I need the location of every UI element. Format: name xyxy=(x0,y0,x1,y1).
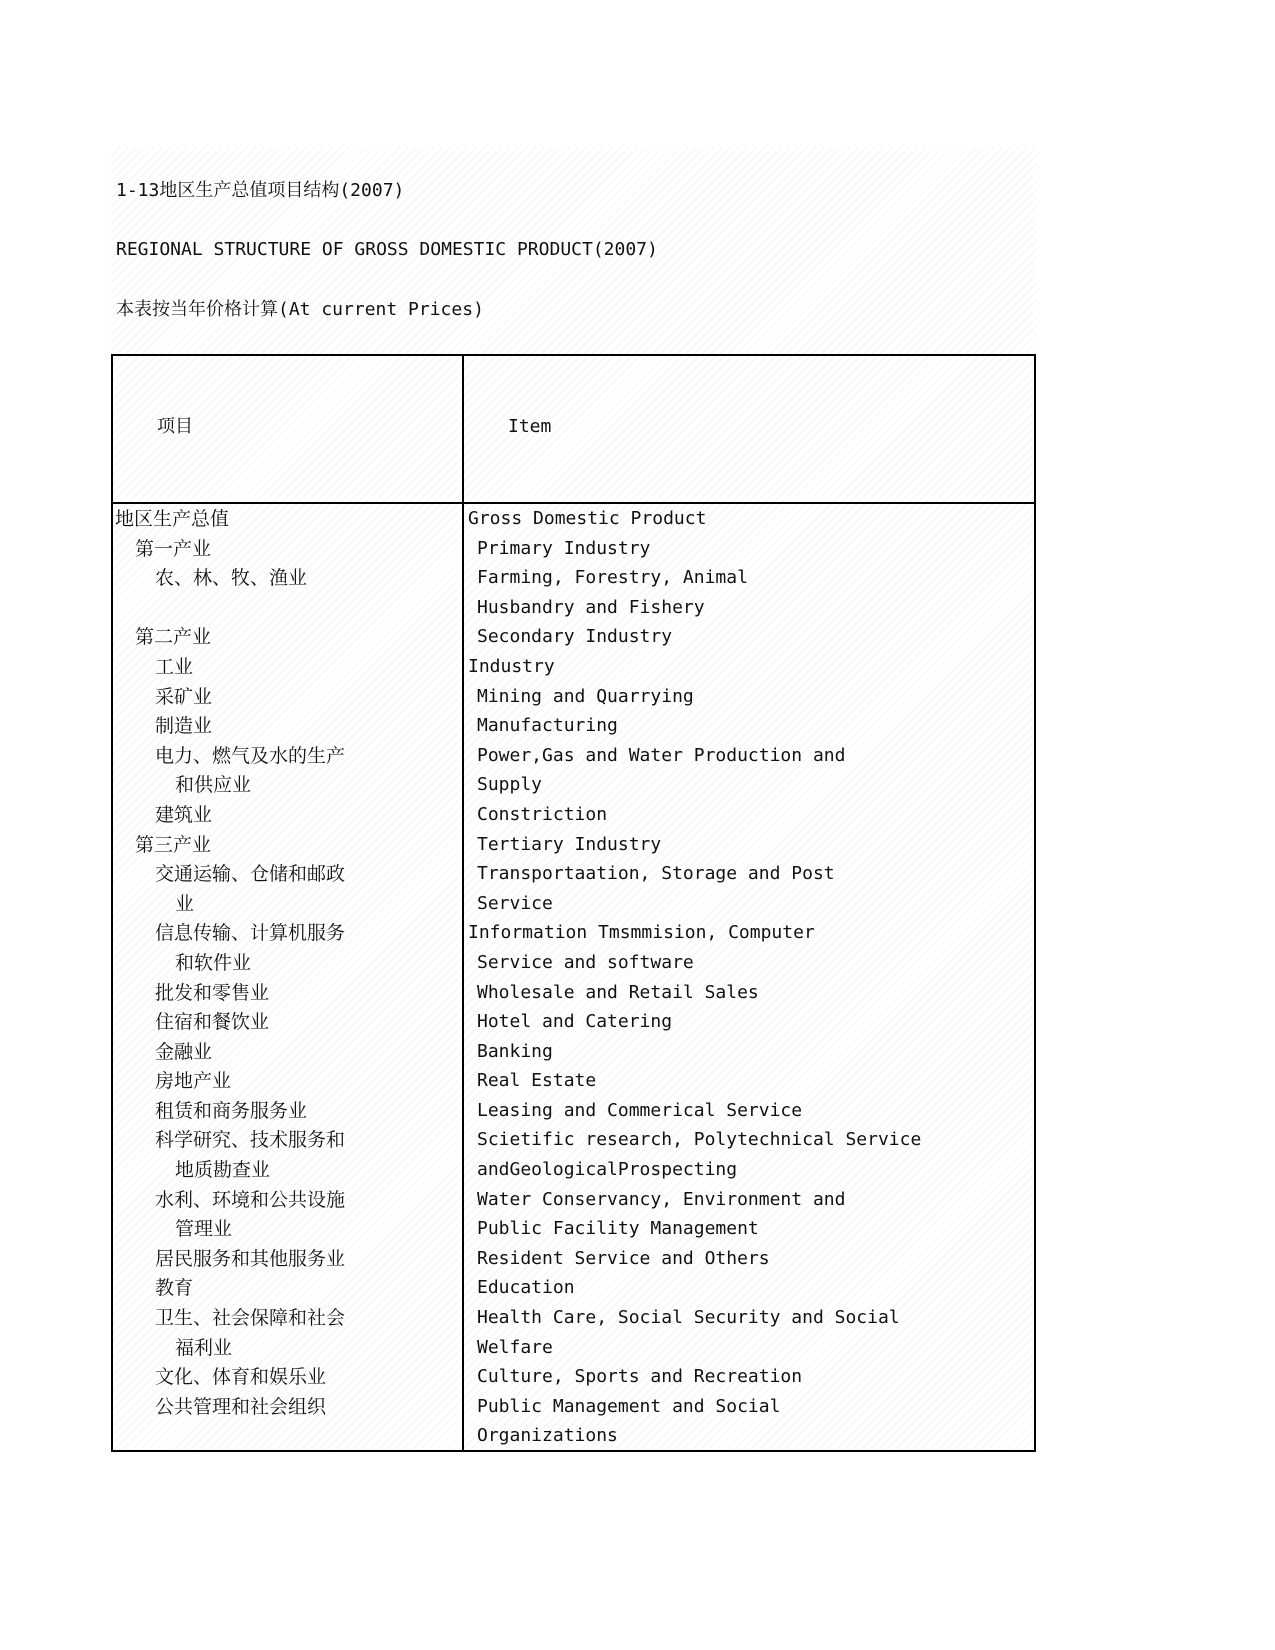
price-basis-note: 本表按当年价格计算(At current Prices) xyxy=(116,299,484,320)
item-name-english xyxy=(468,685,694,715)
item-name-chinese-line: 批发和零售业 xyxy=(155,981,270,1004)
item-name-english xyxy=(468,921,815,980)
item-name-english-line: andGeologicalProspecting xyxy=(477,1159,738,1181)
table-row xyxy=(113,682,1034,712)
item-name-english-line: Water Conservancy, Environment and xyxy=(477,1188,846,1210)
item-name-chinese-line: 福利业 xyxy=(175,1336,233,1359)
item-name-english-line: Resident Service and Others xyxy=(477,1247,770,1269)
table-row xyxy=(113,1392,1034,1451)
table-row xyxy=(113,1037,1034,1067)
item-name-english-line: Hotel and Catering xyxy=(477,1011,673,1033)
table-row xyxy=(113,563,1034,622)
item-name-chinese xyxy=(155,921,345,980)
item-name-english-line: Secondary Industry xyxy=(477,626,673,648)
item-name-chinese xyxy=(155,1365,326,1395)
table-row xyxy=(113,741,1034,800)
item-name-english-line: Industry xyxy=(468,655,555,677)
item-name-chinese-line: 卫生、社会保障和社会 xyxy=(155,1307,346,1330)
table-title-english: REGIONAL STRUCTURE OF GROSS DOMESTIC PRODUCT(2007) xyxy=(116,239,658,260)
item-name-chinese-line: 交通运输、仓储和邮政 xyxy=(155,863,346,886)
item-name-chinese-line: 金融业 xyxy=(155,1040,213,1063)
item-name-english xyxy=(468,625,672,655)
item-name-chinese-line: 业 xyxy=(175,892,195,915)
item-name-chinese-line: 地区生产总值 xyxy=(115,508,230,530)
item-name-english-line: Culture, Sports and Recreation xyxy=(477,1366,803,1388)
item-name-chinese-line: 水利、环境和公共设施 xyxy=(155,1188,346,1211)
item-name-english xyxy=(468,1010,672,1040)
item-name-english-line: Public Facility Management xyxy=(477,1218,759,1240)
item-name-english xyxy=(468,981,759,1011)
item-name-english-line: Farming, Forestry, Animal xyxy=(477,567,748,589)
item-name-chinese-line: 住宿和餐饮业 xyxy=(155,1011,270,1034)
item-name-chinese-line: 制造业 xyxy=(155,715,213,738)
item-name-chinese xyxy=(155,1395,326,1454)
table-row xyxy=(113,1303,1034,1362)
table-row xyxy=(113,859,1034,918)
item-name-chinese xyxy=(155,655,193,685)
item-name-english-line: Power,Gas and Water Production and xyxy=(477,744,846,766)
item-name-chinese-line: 采矿业 xyxy=(155,685,213,708)
item-name-chinese-line: 租赁和商务服务业 xyxy=(155,1099,308,1122)
item-name-chinese-line: 建筑业 xyxy=(155,803,213,826)
item-name-chinese xyxy=(155,744,345,803)
table-title-chinese: 1-13地区生产总值项目结构(2007) xyxy=(116,180,405,201)
table-row xyxy=(113,1096,1034,1126)
item-name-chinese-line: 第二产业 xyxy=(135,626,212,649)
item-name-chinese xyxy=(135,833,211,863)
item-name-chinese-line: 管理业 xyxy=(175,1218,233,1241)
item-name-english-line: Information Tmsmmision, Computer xyxy=(468,922,815,944)
item-name-english-line: Mining and Quarrying xyxy=(477,685,694,707)
item-name-chinese-line: 公共管理和社会组织 xyxy=(155,1395,327,1418)
item-name-english xyxy=(468,507,706,537)
item-name-english-line: Organizations xyxy=(477,1425,618,1447)
item-name-chinese-line: 第三产业 xyxy=(135,833,212,856)
item-name-chinese-line xyxy=(155,1424,326,1454)
item-name-chinese-line: 农、林、牧、渔业 xyxy=(155,567,308,590)
item-name-english xyxy=(468,1306,900,1365)
item-name-english-line: Husbandry and Fishery xyxy=(477,596,705,618)
item-name-english-line: Gross Domestic Product xyxy=(468,508,707,529)
table-row xyxy=(113,1185,1034,1244)
item-name-chinese xyxy=(155,1069,231,1099)
item-name-chinese xyxy=(155,1040,212,1070)
table-row xyxy=(113,652,1034,682)
item-name-english-line: Health Care, Social Security and Social xyxy=(477,1307,900,1329)
item-name-english-line: Leasing and Commerical Service xyxy=(477,1099,803,1121)
item-name-english xyxy=(468,744,845,803)
table-row xyxy=(113,1244,1034,1274)
item-name-chinese xyxy=(155,1276,193,1306)
item-name-chinese-line: 文化、体育和娱乐业 xyxy=(155,1366,327,1389)
item-name-english-line: Education xyxy=(477,1277,575,1299)
item-name-english xyxy=(468,833,661,863)
gdp-structure-table xyxy=(111,354,1036,1452)
item-name-english-line: Service and software xyxy=(477,951,694,973)
column-header-english: Item xyxy=(508,416,552,437)
item-name-chinese xyxy=(155,1099,307,1129)
item-name-chinese-line: 地质勘查业 xyxy=(175,1159,271,1182)
item-name-english xyxy=(468,1069,596,1099)
item-name-chinese xyxy=(155,1010,269,1040)
item-name-chinese-line: 房地产业 xyxy=(155,1070,232,1093)
table-row xyxy=(113,918,1034,977)
item-name-english-line: Service xyxy=(477,892,553,914)
item-name-chinese-line: 居民服务和其他服务业 xyxy=(155,1247,346,1270)
item-name-chinese-line: 教育 xyxy=(155,1277,194,1300)
column-header-chinese: 项目 xyxy=(157,416,193,437)
item-name-chinese xyxy=(115,507,229,537)
item-name-english xyxy=(468,655,555,685)
item-name-english xyxy=(468,1247,770,1277)
item-name-english-line: Tertiary Industry xyxy=(477,833,662,855)
item-name-chinese-line: 信息传输、计算机服务 xyxy=(155,922,346,945)
table-row xyxy=(113,1125,1034,1184)
item-name-english xyxy=(468,537,650,567)
item-name-english xyxy=(468,566,748,625)
table-row xyxy=(113,711,1034,741)
item-name-chinese xyxy=(155,1128,345,1187)
item-name-english xyxy=(468,1128,921,1187)
item-name-english-line: Welfare xyxy=(477,1336,553,1358)
table-row xyxy=(113,1007,1034,1037)
table-row xyxy=(113,622,1034,652)
table-row xyxy=(113,830,1034,860)
item-name-english xyxy=(468,714,618,744)
item-name-chinese-line xyxy=(155,596,307,626)
item-name-chinese-line: 科学研究、技术服务和 xyxy=(155,1129,346,1152)
item-name-english xyxy=(468,1099,802,1129)
item-name-chinese-line: 工业 xyxy=(155,655,194,678)
item-name-english-line: Scietific research, Polytechnical Service xyxy=(477,1129,922,1151)
item-name-english xyxy=(468,1040,553,1070)
item-name-chinese-line: 电力、燃气及水的生产 xyxy=(155,744,346,767)
item-name-english-line: Primary Industry xyxy=(477,537,651,559)
item-name-chinese xyxy=(155,1247,345,1277)
item-name-chinese xyxy=(135,537,211,567)
item-name-english xyxy=(468,803,607,833)
item-name-english xyxy=(468,1395,780,1454)
item-name-english-line: Supply xyxy=(477,774,543,796)
item-name-chinese xyxy=(155,862,345,921)
item-name-english-line: Public Management and Social xyxy=(477,1395,781,1417)
item-name-chinese-line: 第一产业 xyxy=(135,537,212,560)
item-name-english-line: Banking xyxy=(477,1040,553,1062)
table-row xyxy=(113,534,1034,564)
item-name-chinese xyxy=(155,685,212,715)
item-name-chinese-line: 和供应业 xyxy=(175,774,252,797)
item-name-chinese-line: 和软件业 xyxy=(175,951,252,974)
item-name-english-line: Real Estate xyxy=(477,1070,597,1092)
table-row xyxy=(113,1273,1034,1303)
item-name-english-line: Manufacturing xyxy=(477,715,618,737)
item-name-english xyxy=(468,1188,845,1247)
item-name-english xyxy=(468,862,835,921)
table-row xyxy=(113,504,1034,534)
item-name-english-line: Wholesale and Retail Sales xyxy=(477,981,759,1003)
item-name-english-line: Transportaation, Storage and Post xyxy=(477,863,835,885)
item-name-chinese xyxy=(135,625,211,655)
table-row xyxy=(113,1362,1034,1392)
table-row xyxy=(113,800,1034,830)
table-body xyxy=(113,504,1034,1451)
item-name-chinese xyxy=(155,714,212,744)
document-header xyxy=(111,147,1037,354)
item-name-english xyxy=(468,1365,802,1395)
item-name-chinese xyxy=(155,1188,345,1247)
table-row xyxy=(113,978,1034,1008)
item-name-chinese xyxy=(155,566,307,625)
item-name-chinese xyxy=(155,1306,345,1365)
item-name-chinese xyxy=(155,803,212,833)
item-name-english xyxy=(468,1276,575,1306)
item-name-chinese xyxy=(155,981,269,1011)
item-name-english-line: Constriction xyxy=(477,803,608,825)
table-row xyxy=(113,1066,1034,1096)
